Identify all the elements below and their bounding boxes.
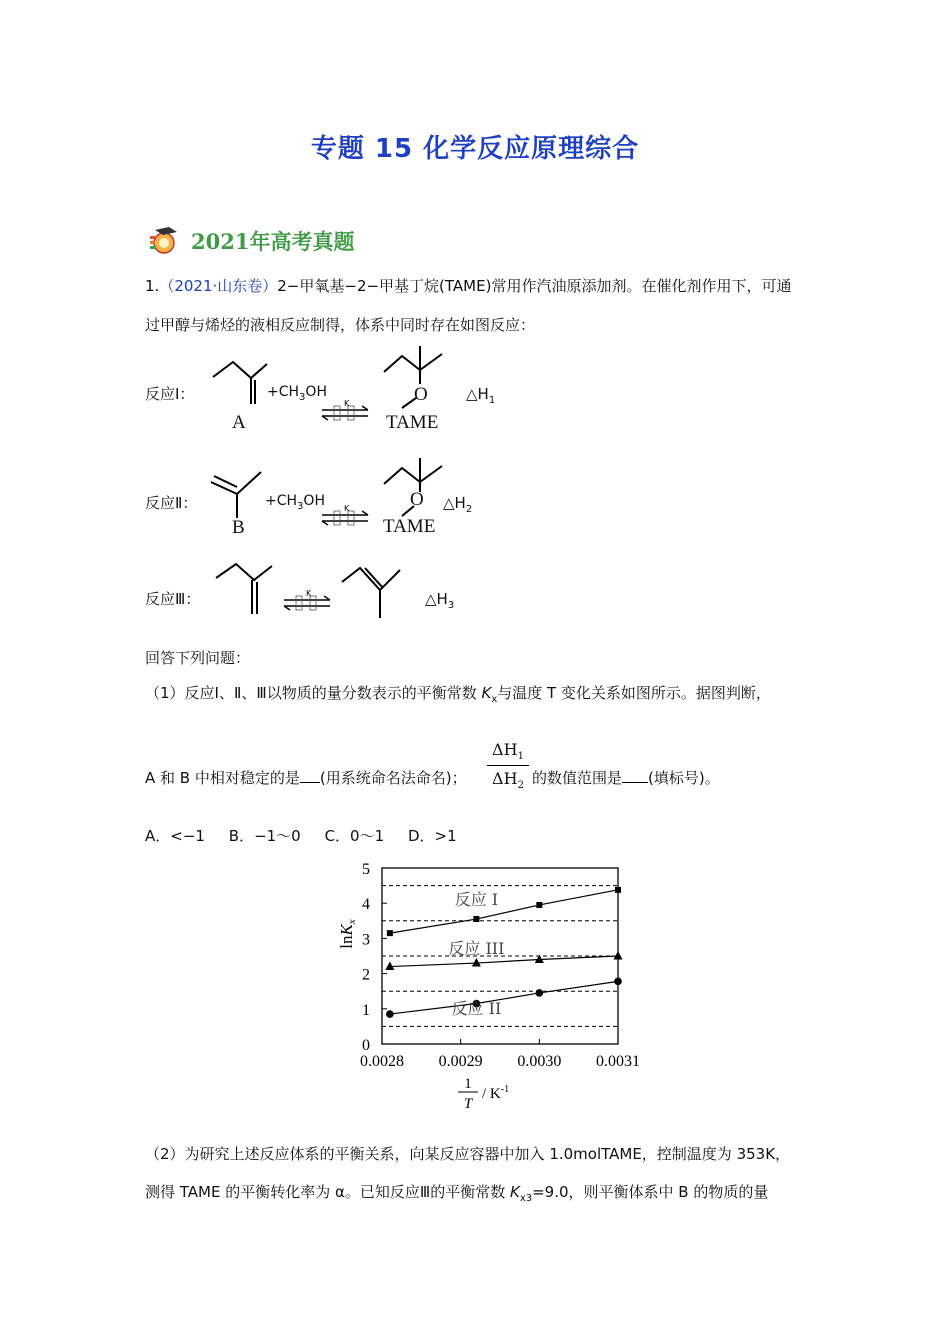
reagent-methanol-2: $+CH_3OH$: [265, 493, 325, 512]
q1-line2: 过甲醇与烯烃的液相反应制得，体系中同时存在如图反应：: [145, 316, 536, 334]
reactant-b-label: B: [232, 517, 245, 538]
x-tick-label: 0.0028: [360, 1053, 404, 1070]
x-tick-label: 0.0031: [596, 1053, 640, 1070]
reaction-2-label: 反应Ⅱ：: [145, 494, 198, 512]
tame-oxygen-1: O: [414, 384, 428, 405]
part1-line2-end: 的数值范围是 (填标号)。: [532, 769, 720, 787]
reactant-b-structure: [205, 462, 275, 522]
page-title: 专题 15 化学反应原理综合: [310, 134, 640, 164]
tame-label-1: TAME: [386, 412, 439, 433]
data-point-triangle: [614, 951, 623, 960]
reactant-a-structure-3: [212, 560, 282, 620]
arrow-k-3: K: [306, 589, 312, 598]
data-point-triangle: [385, 962, 394, 971]
series-label: 反应 III: [448, 939, 505, 959]
tame-label-2: TAME: [383, 516, 436, 537]
reaction-3-label: 反应Ⅲ：: [145, 590, 201, 608]
y-tick-label: 0: [362, 1037, 370, 1054]
x-tick-label: 0.0029: [438, 1053, 483, 1070]
lnkx-chart: [330, 852, 640, 1114]
x-label-unit: / $K^{-1}$: [482, 1084, 510, 1102]
data-point-square: [615, 887, 621, 893]
part2-line1: （2）为研究上述反应体系的平衡关系，向某反应容器中加入 1.0molTAME，控制温度为 353K，: [145, 1145, 791, 1163]
series-label: 反应 I: [454, 889, 499, 909]
reactant-b-structure-3: [338, 560, 408, 620]
reactant-a-label: A: [232, 412, 246, 433]
answer-prompt: 回答下列问题：: [145, 649, 251, 667]
y-tick-label: 4: [362, 896, 370, 914]
reactant-a-structure: [205, 352, 275, 412]
y-tick-label: 1: [362, 1001, 370, 1019]
arrow-k-1: K: [344, 399, 350, 408]
reaction-1-label: 反应Ⅰ：: [145, 385, 195, 403]
equilibrium-arrow-3: [280, 588, 336, 616]
y-tick-label: 3: [362, 931, 370, 949]
series-label: 反应 II: [451, 999, 502, 1019]
delta-h-1: $\triangle H_1$: [466, 385, 496, 406]
tame-oxygen-2: O: [410, 489, 424, 510]
fraction-denominator: $\Delta H_2$: [487, 765, 529, 791]
reagent-methanol-1: $+CH_3OH$: [267, 384, 327, 403]
q1-line1: [145, 276, 791, 296]
section-title: 2021年高考真题: [191, 229, 355, 254]
data-point-circle: [536, 989, 544, 997]
delta-h-2: $\triangle H_2$: [443, 494, 473, 515]
equilibrium-arrow-2: [318, 503, 374, 531]
scholar-icon: [147, 224, 179, 256]
data-point-square: [473, 916, 479, 922]
tame-structure-2: [380, 454, 450, 522]
x-label-numerator: 1: [464, 1076, 472, 1092]
part2-line2: 测得 TAME 的平衡转化率为 α。已知反应Ⅲ的平衡常数 $K_{x3}=9.0$，则平衡体系中 B 的物质的量: [145, 1183, 769, 1204]
data-point-circle: [386, 1010, 394, 1018]
data-point-square: [387, 930, 393, 936]
x-tick-label: 0.0030: [517, 1053, 562, 1070]
data-point-square: [536, 902, 542, 908]
fraction-numerator: $\Delta H_1$: [492, 740, 524, 763]
y-tick-label: 5: [362, 861, 370, 878]
arrow-k-2: K: [344, 504, 350, 513]
q1-text-1: 2−甲氧基−2−甲基丁烷(TAME)常用作汽油原添加剂。在催化剂作用下，可通: [277, 277, 792, 295]
y-axis-label: lnKx: [337, 919, 358, 949]
q1-number: 1.: [145, 277, 160, 295]
part1-line2: A 和 B 中相对稳定的是 (用系统命名法命名)；: [145, 769, 467, 787]
answer-blank-2[interactable]: [622, 782, 648, 783]
q1-source: （2021·山东卷）: [159, 277, 278, 295]
part1-options: A．<−1 B．−1～0 C．0～1 D．>1: [145, 827, 457, 845]
dh-ratio-fraction: [487, 740, 529, 791]
y-tick-label: 2: [362, 966, 370, 984]
series-line: [390, 981, 618, 1014]
equilibrium-arrow-1: [318, 398, 374, 426]
x-label-denominator: T: [463, 1096, 473, 1112]
series-line: [390, 890, 618, 933]
answer-blank-1[interactable]: [300, 782, 320, 783]
part1-line1: （1）反应Ⅰ、Ⅱ、Ⅲ以物质的量分数表示的平衡常数 $K_x$与温度 T 变化关系如图所示。据图判断，: [145, 684, 771, 705]
delta-h-3: $\triangle H_3$: [425, 590, 455, 611]
data-point-circle: [614, 978, 622, 986]
